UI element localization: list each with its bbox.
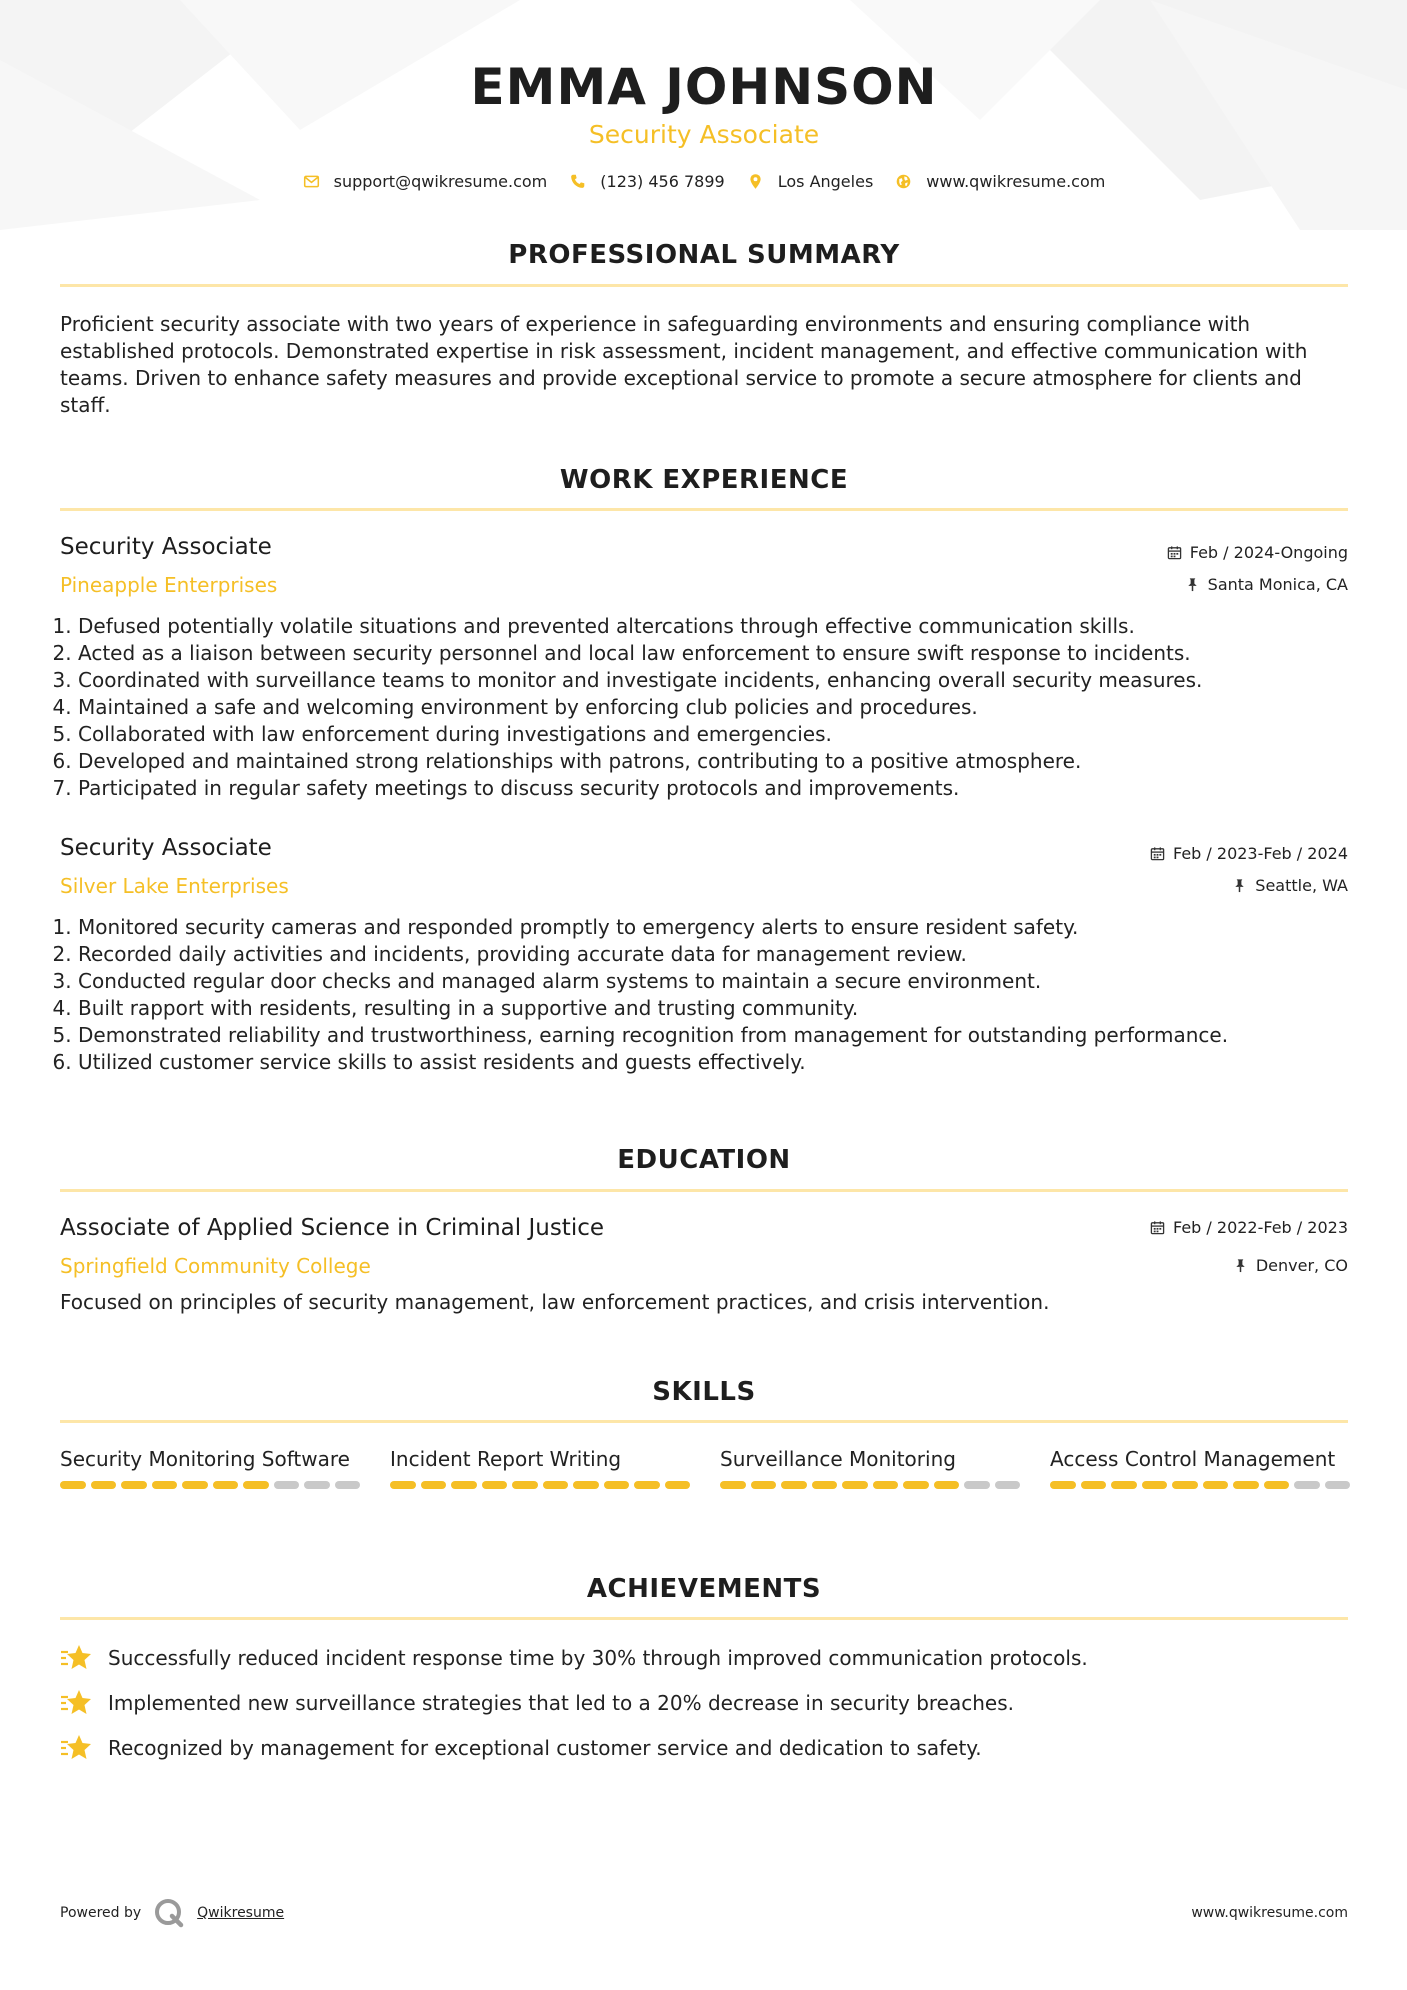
star-icon — [60, 1733, 92, 1763]
skill-item — [1050, 1446, 1350, 1489]
education-description: Focused on principles of security management, law enforcement practices, and crisis intervention. — [60, 1290, 1050, 1314]
powered-by-label: Powered by — [60, 1905, 142, 1921]
list-item: 1. Defused potentially volatile situations and prevented altercations through effective communication skills. — [78, 613, 1366, 640]
summary-text: Proficient security associate with two years of experience in safeguarding environments and ensuring compliance with established protocols. Demonstrated expertise in risk assessment, incident management, and effective communication with teams. Driven to enhance safety measures and provide exceptional service to promote a secure atmosphere for clients and staff. — [60, 312, 1308, 417]
education-degree: Associate of Applied Science in Criminal Justice — [60, 1215, 605, 1241]
contact-location-text: Los Angeles — [777, 172, 874, 191]
rating-dot-empty — [1294, 1481, 1320, 1489]
achievement-item — [60, 1733, 1348, 1763]
rating-dot-filled — [482, 1481, 508, 1489]
job-1-location — [1185, 575, 1348, 594]
rating-dot-filled — [91, 1481, 117, 1489]
achievements-heading: ACHIEVEMENTS — [586, 1574, 822, 1604]
rating-dot-empty — [304, 1481, 330, 1489]
rating-dot-filled — [451, 1481, 477, 1489]
list-item: 5. Demonstrated reliability and trustworthiness, earning recognition from management for outstanding performance. — [78, 1022, 1366, 1049]
skill-rating — [60, 1481, 360, 1489]
achievements-divider — [60, 1617, 1348, 1620]
rating-dot-filled — [1142, 1481, 1168, 1489]
education-divider — [60, 1189, 1348, 1192]
rating-dot-filled — [781, 1481, 807, 1489]
list-item: 6. Utilized customer service skills to assist residents and guests effectively. — [78, 1049, 1366, 1076]
job-2-dates — [1150, 844, 1348, 863]
education-school: Springfield Community College — [60, 1254, 371, 1278]
job-1-location-text: Santa Monica, CA — [1207, 575, 1348, 594]
experience-divider — [60, 508, 1348, 511]
achievement-text: Implemented new surveillance strategies that led to a 20% decrease in security breaches. — [108, 1691, 1014, 1715]
rating-dot-filled — [665, 1481, 691, 1489]
rating-dot-filled — [1264, 1481, 1290, 1489]
skill-rating — [1050, 1481, 1350, 1489]
rating-dot-empty — [1325, 1481, 1351, 1489]
pushpin-icon — [1185, 577, 1200, 592]
rating-dot-filled — [1233, 1481, 1259, 1489]
rating-dot-filled — [1111, 1481, 1137, 1489]
rating-dot-filled — [812, 1481, 838, 1489]
rating-dot-filled — [751, 1481, 777, 1489]
skills-divider — [60, 1420, 1348, 1423]
skills-grid — [60, 1446, 1348, 1489]
rating-dot-filled — [573, 1481, 599, 1489]
rating-dot-filled — [634, 1481, 660, 1489]
achievement-text: Successfully reduced incident response time by 30% through improved communication protocols. — [108, 1646, 1088, 1670]
contact-phone[interactable] — [569, 172, 724, 191]
star-icon — [60, 1643, 92, 1673]
pushpin-icon — [1232, 878, 1247, 893]
rating-dot-filled — [842, 1481, 868, 1489]
list-item: 4. Built rapport with residents, resulting in a supportive and trusting community. — [78, 995, 1366, 1022]
rating-dot-filled — [720, 1481, 746, 1489]
contact-website[interactable] — [895, 172, 1105, 191]
calendar-icon — [1150, 1220, 1165, 1235]
star-icon — [60, 1688, 92, 1718]
list-item: 3. Coordinated with surveillance teams to monitor and investigate incidents, enhancing overall security measures. — [78, 667, 1366, 694]
rating-dot-filled — [213, 1481, 239, 1489]
phone-icon — [569, 173, 586, 190]
contact-location — [747, 172, 874, 191]
calendar-icon — [1167, 545, 1182, 560]
skill-name: Surveillance Monitoring — [720, 1447, 956, 1471]
rating-dot-filled — [934, 1481, 960, 1489]
contact-email-text: support@qwikresume.com — [333, 172, 548, 191]
list-item: 6. Developed and maintained strong relationships with patrons, contributing to a positive atmosphere. — [78, 748, 1366, 775]
job-1-dates — [1167, 543, 1348, 562]
list-item: 7. Participated in regular safety meetings to discuss security protocols and improvements. — [78, 775, 1366, 802]
brand-link[interactable]: Qwikresume — [197, 1905, 285, 1921]
job-1-bullets — [60, 613, 1366, 802]
list-item: 5. Collaborated with law enforcement during investigations and emergencies. — [78, 721, 1366, 748]
rating-dot-empty — [995, 1481, 1021, 1489]
skill-name: Incident Report Writing — [390, 1447, 622, 1471]
achievement-item — [60, 1643, 1348, 1673]
skill-item — [390, 1446, 690, 1489]
summary-heading: PROFESSIONAL SUMMARY — [508, 240, 900, 270]
rating-dot-filled — [1172, 1481, 1198, 1489]
skill-item — [60, 1446, 360, 1489]
education-location — [1233, 1256, 1348, 1275]
job-2-location — [1232, 876, 1348, 895]
candidate-title: Security Associate — [588, 120, 820, 149]
rating-dot-filled — [243, 1481, 269, 1489]
globe-icon — [895, 173, 912, 190]
rating-dot-filled — [152, 1481, 178, 1489]
job-1-company: Pineapple Enterprises — [60, 573, 278, 597]
education-dates — [1150, 1218, 1348, 1237]
rating-dot-filled — [512, 1481, 538, 1489]
list-item: 3. Conducted regular door checks and managed alarm systems to maintain a secure environment. — [78, 968, 1366, 995]
education-dates-text: Feb / 2022-Feb / 2023 — [1173, 1218, 1348, 1237]
list-item: 2. Recorded daily activities and incidents, providing accurate data for management review. — [78, 941, 1366, 968]
job-2-location-text: Seattle, WA — [1255, 876, 1348, 895]
rating-dot-filled — [421, 1481, 447, 1489]
rating-dot-empty — [335, 1481, 361, 1489]
rating-dot-filled — [390, 1481, 416, 1489]
rating-dot-filled — [60, 1481, 86, 1489]
rating-dot-filled — [543, 1481, 569, 1489]
calendar-icon — [1150, 846, 1165, 861]
contact-phone-text: (123) 456 7899 — [600, 172, 725, 191]
envelope-icon — [303, 173, 320, 190]
rating-dot-empty — [274, 1481, 300, 1489]
achievement-item — [60, 1688, 1348, 1718]
rating-dot-filled — [182, 1481, 208, 1489]
rating-dot-filled — [873, 1481, 899, 1489]
rating-dot-filled — [903, 1481, 929, 1489]
education-heading: EDUCATION — [617, 1145, 791, 1175]
experience-heading: WORK EXPERIENCE — [559, 465, 849, 495]
rating-dot-filled — [1050, 1481, 1076, 1489]
footer-powered-by — [60, 1897, 284, 1929]
map-pin-icon — [747, 173, 764, 190]
rating-dot-filled — [604, 1481, 630, 1489]
skill-rating — [720, 1481, 1020, 1489]
summary-divider — [60, 284, 1348, 287]
rating-dot-filled — [1203, 1481, 1229, 1489]
contact-website-text: www.qwikresume.com — [926, 172, 1106, 191]
pushpin-icon — [1233, 1258, 1248, 1273]
job-2-bullets — [60, 914, 1366, 1076]
candidate-name: EMMA JOHNSON — [470, 58, 938, 116]
skill-name: Access Control Management — [1050, 1447, 1336, 1471]
list-item: 4. Maintained a safe and welcoming environment by enforcing club policies and procedures. — [78, 694, 1366, 721]
footer-website[interactable]: www.qwikresume.com — [1191, 1905, 1348, 1921]
rating-dot-filled — [1081, 1481, 1107, 1489]
list-item: 2. Acted as a liaison between security personnel and local law enforcement to ensure swift response to incidents. — [78, 640, 1366, 667]
rating-dot-filled — [121, 1481, 147, 1489]
job-2-company: Silver Lake Enterprises — [60, 874, 289, 898]
skill-rating — [390, 1481, 690, 1489]
education-location-text: Denver, CO — [1255, 1256, 1348, 1275]
skill-item — [720, 1446, 1020, 1489]
achievement-text: Recognized by management for exceptional customer service and dedication to safety. — [108, 1736, 982, 1760]
contact-email[interactable] — [303, 172, 548, 191]
job-1-title: Security Associate — [60, 534, 272, 560]
qwikresume-logo-icon — [153, 1897, 185, 1929]
skills-heading: SKILLS — [652, 1377, 756, 1407]
job-2-title: Security Associate — [60, 835, 272, 861]
job-1-dates-text: Feb / 2024-Ongoing — [1189, 543, 1348, 562]
contact-bar — [60, 172, 1348, 191]
job-2-dates-text: Feb / 2023-Feb / 2024 — [1173, 844, 1348, 863]
rating-dot-empty — [964, 1481, 990, 1489]
list-item: 1. Monitored security cameras and responded promptly to emergency alerts to ensure resident safety. — [78, 914, 1366, 941]
skill-name: Security Monitoring Software — [60, 1447, 350, 1471]
